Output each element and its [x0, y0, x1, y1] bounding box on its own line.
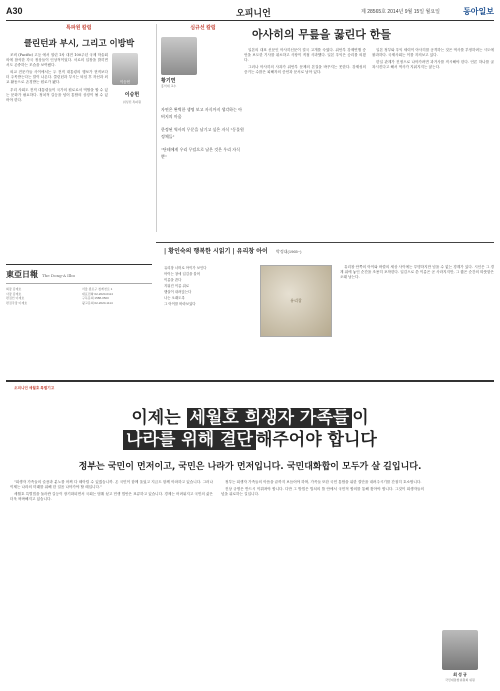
poem-illustration — [260, 265, 332, 337]
author-name: 황기연 — [161, 78, 176, 84]
headline-highlight: 세월호 희생자 가족들 — [187, 408, 353, 428]
headline-line-2: 나라를 위해 결단 해주어야 합니다 — [6, 429, 494, 451]
illustration-label: 유리창 — [290, 298, 302, 303]
advertorial-body-right — [221, 480, 424, 504]
poem-body: 유리창 너머로 아이가 보인다 아이는 창에 입김을 불어 이름을 쓴다 지워진 이름 위로 햇살이 내려앉는다 나는 오래도록 그 아이를 바라보았다 — [164, 266, 207, 306]
guest-column-sidebar — [156, 24, 245, 232]
author-name: 최 성 규 — [453, 672, 467, 677]
paragraph: 우리 사회도 전직 대통령들이 국가의 원로로서 역할을 할 수 있는 문화가 필요하다. 정치적 갈등을 넘어 통합의 상징이 될 수 있어야 한다. — [6, 87, 108, 102]
paragraph: 진상 규명은 반드시 이뤄져야 합니다. 다만 그 방법은 법치의 틀 안에서 국민적 합의를 통해 찾아야 합니다. 그것이 희생자들의 넋을 위로하는 길입니다. — [221, 487, 424, 497]
issue-date: 제 28565호 2014년 9월 15일 월요일 — [361, 9, 440, 15]
poem-commentary: 유리창 안쪽의 아이와 바깥의 세상 사이에는 투명하지만 넘을 수 없는 경계가 있다. 시인은 그 경계 위에 놓인 순간을 조용히 포착한다. 입김으로 쓴 이름은 곧 사라지지만, 그 짧은 순간의 따뜻함은 오래 남는다. — [340, 265, 494, 280]
author-name: 이승헌 — [124, 92, 140, 98]
poem-box — [156, 242, 494, 367]
section-title: 오피니언 — [236, 8, 271, 18]
page-header — [6, 4, 494, 21]
column-body — [6, 53, 108, 105]
headline-line-1: 이제는 세월호 희생자 가족들 이 — [131, 408, 369, 428]
pull-quote: 자연은 완벽한 생명 보고 자식까지 생각하는 아버지의 마음 — [161, 107, 243, 119]
poem-header — [164, 246, 494, 255]
paragraph: 정부는 희생자 가족들의 아픔을 끝까지 보듬어야 하며, 가족들 또한 국민 통합을 위한 결단을 내려주시기를 간절히 호소합니다. — [225, 480, 422, 484]
masthead-logo-sub: The Dong-A Ilbo — [42, 273, 75, 278]
column-tag: 심규선 칼럼 — [190, 25, 216, 31]
paragraph: 그러나 아사히의 사과가 위안부 문제의 본질을 바꾸지는 못한다. 강제성의 증거는 수많은 피해자의 증언과 문서로 남아 있다. — [244, 65, 366, 75]
paragraph: 일본 정부와 우익 세력이 아사히를 공격하는 것은 역사를 부정하려는 시도에 불과하다. 국제사회는 이를 지켜보고 있다. — [372, 48, 494, 58]
subheadline: 정부는 국민이 먼저이고, 국민은 나라가 먼저입니다. 국민대화합이 모두가 살 길입니다. — [78, 462, 422, 472]
author-role: 홍익대 교수 — [161, 84, 177, 88]
masthead-box — [6, 264, 152, 377]
paragraph: 세월호 특별법을 둘러싼 갈등이 장기화되면서 국회는 멈춰 섰고 민생 법안은 표류하고 있습니다. 경제는 어려워지고 국민의 삶은 더욱 팍팍해지고 있습니다. — [10, 492, 213, 502]
pull-quote: 한정된 역사의 무문을 남기고 싶은 자식 "동물원 정체들" — [161, 127, 244, 139]
divider — [6, 283, 152, 284]
author-role: 국민대통합위원회 위원 — [445, 678, 475, 682]
masthead-logo: 東亞日報 The Dong-A Ilbo — [6, 269, 75, 279]
advertorial-body-left — [10, 480, 213, 504]
headline-highlight: 나라를 위해 결단 — [123, 430, 256, 450]
article-body-right — [372, 48, 494, 77]
newspaper-brand: 동아일보 — [463, 6, 494, 16]
column-tag: 특파원 칼럼 — [66, 25, 92, 31]
pull-quote: "단테에게 우리 무덤으로 남은 것은 우리 자식뿐" — [161, 147, 241, 159]
author-photo — [112, 53, 138, 85]
advertorial-author-card — [430, 630, 490, 682]
paragraph: "희생자 가족들의 슬픔과 분노를 어찌 다 헤아릴 수 있겠습니까. 온 국민이 함께 울었고 지금도 함께 아파하고 있습니다. 그러나 이제는 나라의 미래를 위해 한 걸음 나아가야 할 때입니다." — [10, 480, 213, 490]
masthead-staff: 회장 김재호 사장 김재호 편집인 이재호 편집국장 이재호 — [6, 287, 28, 305]
pull-quotes — [161, 106, 245, 160]
article-title: 아사히의 무릎을 꿇린다 한들 — [252, 28, 391, 41]
poem-author: 박정대(1965~) — [275, 249, 302, 254]
author-photo — [442, 630, 478, 670]
article-body-left — [244, 48, 366, 77]
masthead-contact: 서울 종로구 청계천로 1 대표전화 02-2020-0114 구독문의 1588-0500 광고문의 02-2020-1114 — [82, 287, 113, 305]
main-column-article — [244, 24, 494, 239]
author-byline — [112, 85, 152, 104]
paragraph: 조비 (Pacific) 고등 에서 열린 1차 대전 100주년 국제 학술회의에 참석한 각국 정상들이 인상적이었다. 서로의 입장을 밝히면서도 존중하는 모습을 보여줬다. — [6, 53, 108, 68]
poem-title: 유리창 아이 — [236, 248, 268, 255]
column-title: 클린턴과 부시, 그리고 이방박 — [23, 39, 135, 49]
section-kicker: 오피니언 세월호 특별기고 — [14, 386, 55, 390]
paragraph: 외교 전문가들 사이에서는 두 전직 대통령의 행보가 현직보다 더 주목받는다는 말이 나온다. 클린턴과 부시는 퇴임 후 자선과 외교 활동으로 존경받는 원로가 됐다. — [6, 70, 108, 85]
author-photo — [161, 37, 197, 75]
photo-caption: 이승헌 — [119, 80, 131, 84]
advertorial-section — [6, 380, 494, 686]
paragraph: 한일 관계가 진정으로 나아가려면 과거사를 직시해야 한다. 언론 하나를 굴복시킨다고 해서 역사가 지워지지는 않는다. — [372, 60, 494, 70]
author-role: 워싱턴 특파원 — [122, 100, 142, 104]
paragraph: 일본의 대표 신문인 아사히신문이 결국 고개를 숙였다. 위안부 강제연행 증언을 보도한 기사를 취소하고 사장이 직접 사과했다. 일본 우익은 승리를 외쳤다. — [244, 48, 366, 63]
author-byline — [161, 77, 245, 88]
poem-series-title: | 황인숙의 행복한 시읽기 | — [164, 248, 235, 255]
page-number: A30 — [6, 6, 23, 16]
